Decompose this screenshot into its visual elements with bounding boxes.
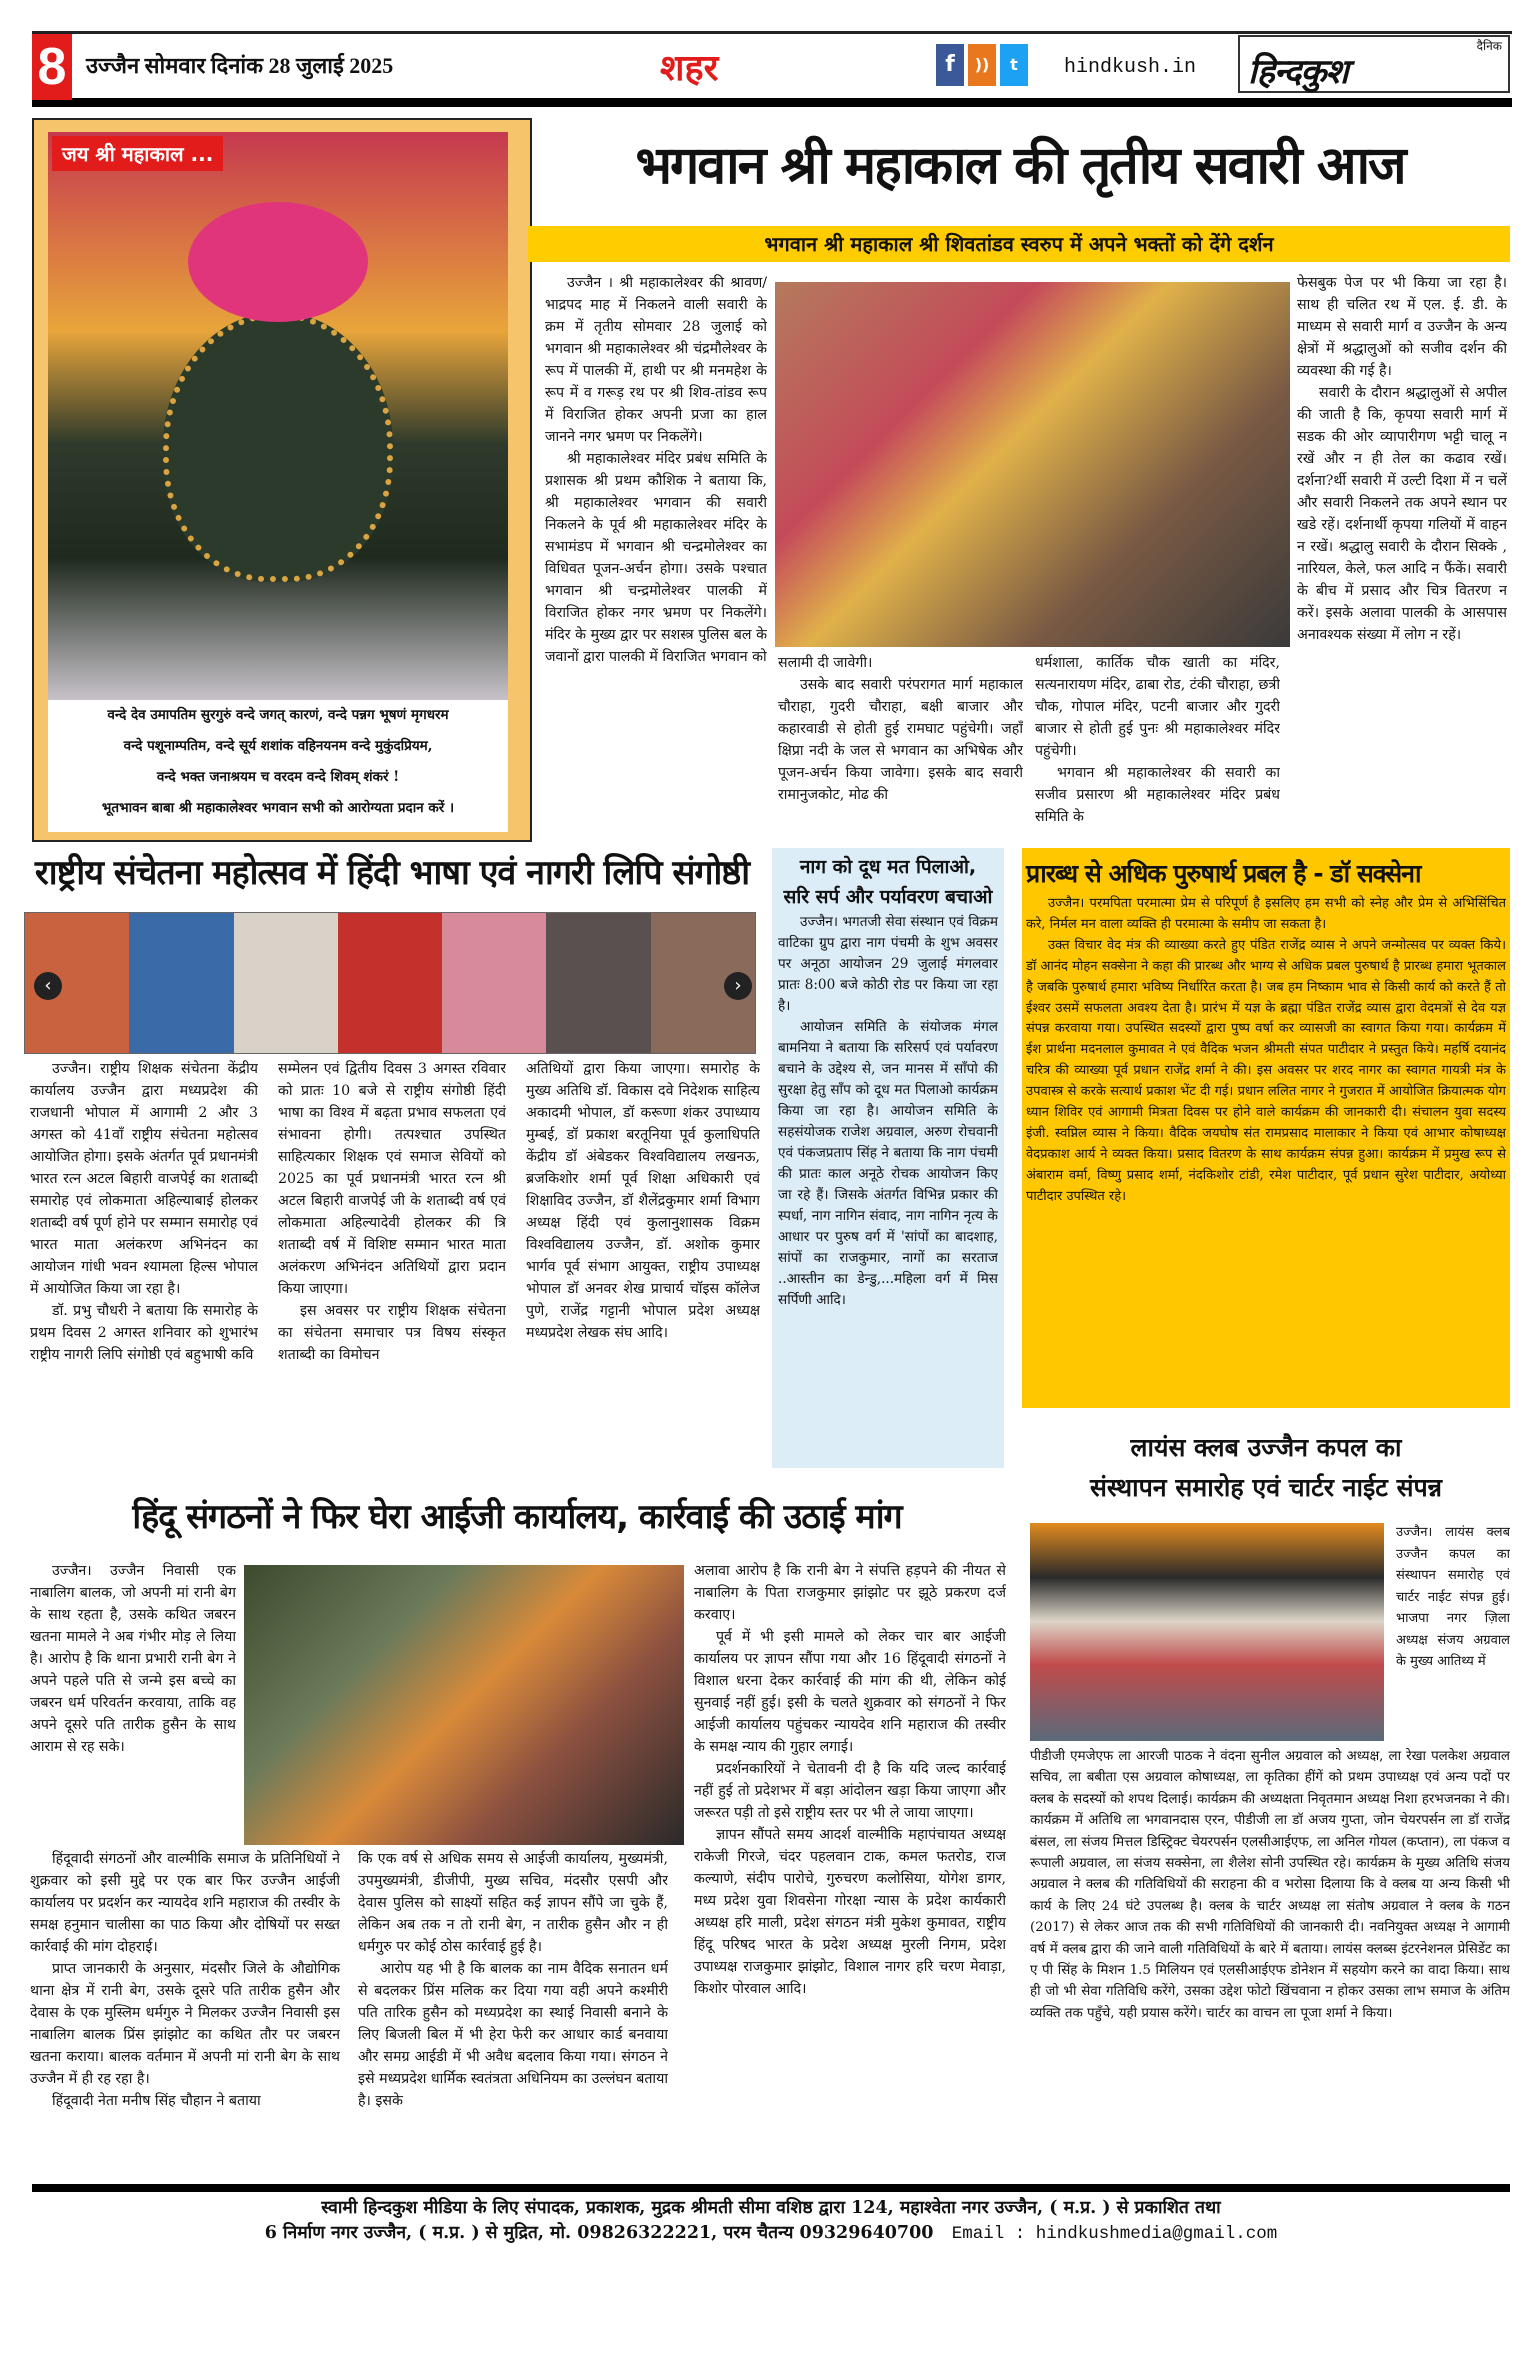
speakers-photo-strip bbox=[24, 912, 756, 1054]
paragraph: उज्जैन। परमपिता परमात्मा प्रेम से परिपूर्ण है इसलिए हम सभी को स्नेह और प्रेम से अभिसिंचित करे, निर्मल मन वाला व्यक्ति ही परमात्मा के समीप जा सकता है। bbox=[1026, 896, 1506, 932]
lions-body: पीडीजी एमजेएफ ला आरजी पाठक ने वंदना सुनील अग्रवाल को अध्यक्ष, ला रेखा पलकेश अग्रवाल सचिव, ला बबीता एस अग्रवाल कोषाध्यक्ष, ला कृतिका हींगें को प्रथम उपाध्यक्ष एवं अन्य पदों पर क्लब के सदस्यों को शपथ दिलाई। कार्यक्रम की अध्यक्षता निवृतमान अध्यक्ष निशा हरभजनका ने की। कार्यक्रम में अतिथि ला भगवानदास एरन, पीडीजी ला डॉ अजय गुप्ता, जोन चेयरपर्सन ला डॉ राजेंद्र बंसल, ला संजय मित्तल डिस्ट्रिक्ट चेयरपर्सन एलसीआईएफ, ला अनिल गोयल (कप्तान), ला पंकज व रूपाली अग्रवाल, ला संजय सक्सेना, ला शैलेश सोनी उपस्थित रहे। कार्यक्रम के मुख्य अतिथि संजय अग्रवाल ने क्लब की गतिविधियों की सराहना की व भरोसा दिलाया कि वे क्लब या अन्य किसी भी कार्य के लिए 24 घंटे उपलब्ध है। क्लब के चार्टर अध्यक्ष ला संतोष अग्रवाल ने क्लब के गठन (2017) से लेकर आज तक की सभी गतिविधियों की जानकारी दी। नवनियुक्त अध्यक्ष ने आगामी वर्ष में क्लब द्वारा की जाने वाली गतिविधियों के बारे में बताया। लायंस क्लब्स इंटरनेशनल प्रेसिडेंट का ए पी सिंह के मिशन 1.5 मिलियन एवं एलसीआईएफ डोनेशन में सहयोग करने का वादा किया। साथ ही जो भी सेवा गतिविधि करेंगे, उसका उद्देश फोटो खिंचवाना न होकर उसका लाभ समाज के अंतिम व्यक्ति तक पहुँचे, यही प्रयास करेंगे। चार्टर का वाचन ला पूजा शर्मा ने किया। bbox=[1030, 1749, 1510, 2021]
hindu-column-2 bbox=[358, 1848, 668, 2180]
paragraph: प्राप्त जानकारी के अनुसार, मंदसौर जिले के औद्योगिक थाना क्षेत्र में रानी बेग, उसके दूसरे पति तारीक हुसैन और देवास के एक मुस्लिम धर्मगुरु ने मिलकर उज्जैन निवासी इस नाबालिग बालक प्रिंस झांझोट का कथित तौर पर जबरन खतना कराया। बालक वर्तमान में अपनी मां रानी बेग के साथ उज्जैन में ही रह रहा है। bbox=[30, 1961, 340, 2087]
nag-panchami-box bbox=[772, 848, 1004, 1468]
imprint-line-1: स्वामी हिन्दकुश मीडिया के लिए संपादक, प्रकाशक, मुद्रक श्रीमती सीमा वशिष्ठ द्वारा 124, महाश्वेता नगर उज्जैन, ( म.प्र. ) से प्रकाशित तथा bbox=[321, 2198, 1221, 2218]
sanchetna-column-1 bbox=[30, 1058, 258, 1470]
sanchetna-column-2 bbox=[278, 1058, 506, 1470]
lions-side-text: उज्जैन। लायंस क्लब उज्जैन कपल का संस्थापन समारोह एवं चार्टर नाईट संपन्न हुई। भाजपा नगर ज़िला अध्यक्ष संजय अग्रवाल के मुख्य आतिथ्य में bbox=[1396, 1525, 1510, 1669]
hindu-headline: हिंदू संगठनों ने फिर घेरा आईजी कार्यालय, कार्रवाई की उठाई मांग bbox=[132, 1497, 902, 1537]
speaker-photo bbox=[442, 913, 546, 1053]
twitter-icon[interactable]: t bbox=[1000, 44, 1028, 86]
paragraph: सलामी दी जावेगी। bbox=[778, 655, 873, 671]
paragraph: उज्जैन । श्री महाकालेश्वर की श्रावण/भाद्रपद माह में निकलने वाली सवारी के क्रम में तृतीय सोमवार 28 जुलाई को भगवान श्री महाकालेश्वर श्री चंद्रमौलेश्वर के रूप में पालकी में, हाथी पर श्री मनमहेश के रूप में व गरूड़ रथ पर श्री शिव-तांडव रूप में विराजित होकर अपनी प्रजा का हाल जानने नगर भ्रमण पर निकलेंगे। bbox=[545, 275, 767, 445]
logo-tagline: दैनिक bbox=[1476, 39, 1502, 53]
paragraph: पूर्व में भी इसी मामले को लेकर चार बार आईजी कार्यालय पर ज्ञापन सौंपा गया और 16 हिंदूवादी संगठनों ने विशाल धरना देकर कार्रवाई की मांग की थी, लेकिन कोई सुनवाई नहीं हुई। इसी के चलते शुक्रवार को संगठनों ने फिर आईजी कार्यालय पहुंचकर न्यायदेव शनि महाराज की तस्वीर के समक्ष न्याय की गुहार लगाई। bbox=[694, 1629, 1006, 1755]
lead-headline: भगवान श्री महाकाल की तृतीय सवारी आज bbox=[635, 136, 1405, 196]
dateline: उज्जैन सोमवार दिनांक 28 जुलाई 2025 bbox=[86, 53, 394, 78]
newspaper-logo bbox=[1238, 35, 1510, 93]
facebook-icon[interactable]: f bbox=[936, 44, 964, 86]
paragraph: उज्जैन। राष्ट्रीय शिक्षक संचेतना केंद्रीय कार्यालय उज्जैन द्वारा मध्यप्रदेश की राजधानी भोपाल में आगामी 2 और 3 अगस्त को 41वॉं राष्ट्रीय संचेतना महोत्सव आयोजित होगा। इसके अंतर्गत पूर्व प्रधानमंत्री भारत रत्न अटल बिहारी वाजपेई का शताब्दी समारोह एवं लोकमाता अहिल्याबाई होलकर शताब्दी वर्ष पूर्ण होने पर सम्मान समारोह एवं भारत माता अलंकरण अभिनंदन का आयोजन गांधी भवन श्यामला हिल्स भोपाल में आयोजित किया जा रहा है। bbox=[30, 1061, 258, 1297]
paragraph: ज्ञापन सौंपते समय आदर्श वाल्मीकि महापंचायत अध्यक्ष राकेजी गिरजे, चंदर पहलवान टाक, कमल फतरोड, राज कल्याणे, संदीप पारोचे, गुरुचरण कलोसिया, योगेश डागर, मध्य प्रदेश युवा शिवसेना गोरक्षा न्यास के प्रदेश कार्यकारी अध्यक्ष हरि माली, प्रदेश संगठन मंत्री मुकेश कुमावत, राष्ट्रीय हिंदू परिषद भारत के प्रदेश अध्यक्ष मुरली निगम, प्रदेश उपाध्यक्ष राजकुमार झांझोट, विशाल नागर हरि चरण मेवाड़ा, किशोर पोरवाल आदि। bbox=[694, 1827, 1006, 1997]
imprint-line-2 bbox=[32, 2221, 1510, 2247]
paragraph: सम्मेलन एवं द्वितीय दिवस 3 अगस्त रविवार को प्रातः 10 बजे से राष्ट्रीय संगोष्ठी हिंदी भाषा का विश्व में बढ़ता प्रभाव सफलता एवं संभावना होगी। तत्पश्चात उपस्थित साहित्यकार शिक्षक एवं समाज सेवियों को 2025 का पूर्व प्रधानमंत्री भारत रत्न श्री अटल बिहारी वाजपेई जी के शताब्दी वर्ष एवं लोकमाता अहिल्यादेवी होलकर की त्रि शताब्दी वर्ष में विशिष्ट सम्मान भारत माता अलंकरण अभिनंदन अतिथियों द्वारा प्रदान किया जाएगा। bbox=[278, 1061, 506, 1297]
paragraph: कि एक वर्ष से अधिक समय से आईजी कार्यालय, मुख्यमंत्री, उपमुख्यमंत्री, डीजीपी, मुख्य सचिव, मंदसौर एसपी और देवास पुलिस को साक्ष्यों सहित कई ज्ञापन सौंपे जा चुके हैं, लेकिन अब तक न तो रानी बेग, न तारीक हुसैन और न ही धर्मगुरु पर कोई ठोस कार्रवाई हुई है। bbox=[358, 1851, 668, 1955]
paragraph: धर्मशाला, कार्तिक चौक खाती का मंदिर, सत्यनारायण मंदिर, ढाबा रोड, टंकी चौराहा, छत्री चौक, गोपाल मंदिर, पटनी बाजार और गुदरी बाजार से होती हुई पुनः श्री महाकालेश्वर मंदिर पहुंचेगी। bbox=[1035, 655, 1280, 759]
lions-club-photo bbox=[1030, 1523, 1384, 1741]
sanchetna-column-3 bbox=[526, 1058, 760, 1470]
lions-headline-line1: लायंस क्लब उज्जैन कपल का bbox=[1130, 1433, 1402, 1462]
nag-headline-line2: सरि सर्प और पर्यावरण बचाओ bbox=[783, 886, 993, 908]
paragraph: उज्जैन। उज्जैन निवासी एक नाबालिग बालक, जो अपनी मां रानी बेग के साथ रहता है, उसके कथित जबरन खतना मामले ने अब गंभीर मोड़ ले लिया है। आरोप है कि थाना प्रभारी रानी बेग ने अपने पहले पति से जन्मे इस बच्चे का जबरन धर्म परिवर्तन करवाया, ताकि वह अपने दूसरे पति तारीक हुसैन के साथ आराम से रह सके। bbox=[30, 1563, 236, 1755]
mantra-line: वन्दे भक्त जनाश्रयम च वरदम वन्दे शिवम् शंकरं ! bbox=[156, 769, 400, 785]
paragraph: आरोप यह भी है कि बालक का नाम वैदिक सनातन धर्म से बदलकर प्रिंस मलिक कर दिया गया वही अपने कश्मीरी पति तारिक हुसैन को मध्यप्रदेश का स्थाई निवासी बनाने के लिए बिजली बिल में भी हेरा फेरी कर आधार कार्ड बनवाया और समग्र आईडी में भी अवैध बदलाव किया गया। संगठन ने इसे मध्यप्रदेश धार्मिक स्वतंत्रता अधिनियम का उल्लंघन बताया है। इसके bbox=[358, 1961, 668, 2109]
imprint-footer bbox=[32, 2196, 1510, 2247]
paragraph: डॉ. प्रभु चौधरी ने बताया कि समारोह के प्रथम दिवस 2 अगस्त शनिवार को शुभारंभ राष्ट्रीय नागरी लिपि संगोष्ठी एवं बहुभाषी कवि bbox=[30, 1303, 258, 1363]
lingam-shape bbox=[163, 312, 393, 582]
imprint-contact: 6 निर्माण नगर उज्जैन, ( म.प्र. ) से मुद्रित, मो. 09826322221, परम चैतन्य 09329640700 bbox=[264, 2223, 934, 2243]
carousel-next-button[interactable]: › bbox=[724, 972, 752, 1000]
lead-subheadline: भगवान श्री महाकाल श्री शिवतांडव स्वरुप में अपने भक्तों को देंगे दर्शन bbox=[528, 226, 1510, 262]
speaker-photo bbox=[129, 913, 233, 1053]
mantra-line: वन्दे पशूनाम्पतिम, वन्दे सूर्य शशांक वहिनयनम वन्दे मुकुंदप्रियम, bbox=[123, 738, 433, 754]
protest-photo bbox=[244, 1565, 684, 1845]
lead-column-2 bbox=[778, 652, 1023, 842]
paragraph: इस अवसर पर राष्ट्रीय शिक्षक संचेतना का संचेतना समाचार पत्र विषय संस्कृत शताब्दी का विमोचन bbox=[278, 1303, 506, 1363]
nag-headline-line1: नाग को दूध मत पिलाओ, bbox=[799, 856, 977, 878]
paragraph: फेसबुक पेज पर भी किया जा रहा है। साथ ही चलित रथ में एल. ई. डी. के माध्यम से सवारी मार्ग व उज्जैन के अन्य क्षेत्रों में श्रद्धालुओं को सजीव दर्शन की व्यवस्था की गई है। bbox=[1297, 275, 1507, 379]
paragraph: उक्त विचार वेद मंत्र की व्याख्या करते हुए पंडित राजेंद्र व्यास ने अपने जन्मोत्सव पर व्यक्त किये। डॉ आनंद मोहन सक्सेना ने कहा की प्रारब्ध और भाग्य से अधिक प्रबल पुरुषार्थ है प्रारब्ध हमारा भूतकाल है जबकि पुरुषार्थ हमारा भविष्य निर्धारित करता है। जब हम निष्काम भाव से किसी कार्य को करते हैं तो ईश्वर उसमें सफलता अवश्य देता है। प्रारंभ में यज्ञ के ब्रह्मा पंडित राजेंद्र व्यास द्वारा वेदमत्रों से देव यज्ञ संपन्न करवाया गया। उपस्थित सदस्यों द्वारा पुष्प वर्षा कर व्यासजी का स्वागत किया गया। कार्यक्रम में ईश प्रार्थना मदनलाल कुमावत ने एवं वैदिक भजन श्रीमती संपत पाटीदार ने प्रस्तुत किये। महर्षि दयानंद चरित्र की व्याख्या पूर्व प्रधान राजेंद्र शर्मा ने की। इस अवसर पर शरद नागर का स्वागत गायत्री मंत्र के उपवास्त्र से करके सत्यार्थ प्रकाश भेंट दी गई। प्रधान ललित नागर ने गुजरात में आयोजित क्रियात्मक योग ध्यान शिविर एवं आगामी मित्रता दिवस पर होने वाले कार्यक्रम की जानकारी दी। संचालन युवा सदस्य इंजी. स्वप्निल व्यास ने किया। वैदिक जयघोष संत रामप्रसाद मालाकार ने किया एवं आभार कोषाध्यक्ष वेदप्रकाश आर्य ने व्यक्त किया। प्रसाद वितरण के साथ कार्यक्रम संपन्न हुआ। कार्यक्रम में प्रमुख रूप से अंबाराम वर्मा, विष्णु प्रसाद शर्मा, नंदकिशोर टांडी, रमेश पाटीदार, पूर्व प्रधान सुरेश पाटीदार, अयोध्या पाटीदार उपस्थित रहे। bbox=[1026, 937, 1506, 1204]
paragraph: अतिथियों द्वारा किया जाएगा। समारोह के मुख्य अतिथि डॉ. विकास दवे निदेशक साहित्य अकादमी भोपाल, डॉ करूणा शंकर उपाध्याय मुम्बई, डॉ प्रकाश बरतूनिया पूर्व कुलाधिपति केंद्रीय डॉ अंबेडकर विश्वविद्यालय लखनऊ, ब्रजकिशोर शर्मा पूर्व शिक्षा अधिकारी एवं शिक्षाविद उज्जैन, डॉ शैलेंद्रकुमार शर्मा विभाग अध्यक्ष हिंदी एवं कुलानुशासक विक्रम विश्वविद्यालय उज्जैन, डॉ. अशोक कुमार भार्गव पूर्व संभाग आयुक्त, राष्ट्रीय उपाध्यक्ष भोपाल डॉ अनवर शेख प्राचार्य चॉइस कॉलेज पुणे, राजेंद्र गट्टानी भोपाल प्रदेश अध्यक्ष मध्यप्रदेश लेखक संघ आदि। bbox=[526, 1061, 760, 1341]
section-label: शहर bbox=[660, 47, 719, 89]
flower-crown bbox=[188, 202, 368, 322]
lead-column-4 bbox=[1297, 272, 1507, 842]
mantra-caption bbox=[48, 700, 508, 832]
hindu-intro bbox=[30, 1560, 236, 1845]
saxena-headline: प्रारब्ध से अधिक पुरुषार्थ प्रबल है - डॉ सक्सेना bbox=[1026, 859, 1421, 888]
paragraph: आयोजन समिति के संयोजक मंगल बामनिया ने बताया कि सरिसर्प एवं पर्यावरण बचाने के उद्देश्य से, जन मानस में साँपो की सुरक्षा हेतु साँप को दूध मत पिलाओ कार्यक्रम किया जा रहा है। आयोजन समिति के सहसंयोजक राजेश अग्रवाल, अरुण रोचवानी एवं पंकजप्रताप सिंह ने बताया कि नाग पंचमी की प्रातः काल अनूठे रोचक आयोजन किए जा रहे हैं। जिसके अंतर्गत विभिन्न प्रकार की स्पर्धा, नाग नागिन संवाद, नाग नागिन नृत्य के आधार पर पुरुष वर्ग में 'सांपों का बादशाह, सांपों का राजकुमार, नागों का सरताज ..आस्तीन का डेन्डु,...महिला वर्ग में मिस सर्पिणी आदि। bbox=[778, 1019, 998, 1308]
speaker-photo bbox=[338, 913, 442, 1053]
lions-headline bbox=[1022, 1428, 1510, 1508]
rss-icon[interactable]: )) bbox=[968, 44, 996, 86]
saxena-body bbox=[1026, 894, 1506, 1396]
hindu-column-1 bbox=[30, 1848, 340, 2180]
paragraph: हिंदूवादी संगठनों और वाल्मीकि समाज के प्रतिनिधियों ने शुक्रवार को इसी मुद्दे पर एक बार फिर उज्जैन आईजी कार्यालय पर प्रदर्शन कर न्यायदेव शनि महाराज की तस्वीर के समक्ष हनुमान चालीसा का पाठ किया और दोषियों पर सख्त कार्रवाई की मांग दोहराई। bbox=[30, 1851, 340, 1955]
saxena-box bbox=[1022, 848, 1510, 1408]
speaker-photo bbox=[546, 913, 650, 1053]
page-number: 8 bbox=[32, 34, 72, 100]
lions-headline-line2: संस्थापन समारोह एवं चार्टर नाईट संपन्न bbox=[1090, 1473, 1442, 1502]
sanchetna-headline: राष्ट्रीय संचेतना महोत्सव में हिंदी भाषा एवं नागरी लिपि संगोष्ठी bbox=[34, 853, 750, 893]
procession-photo bbox=[775, 282, 1290, 647]
mantra-line: वन्दे देव उमापतिम सुरगुरुं वन्दे जगत् कारणं, वन्दे पन्नग भूषणं मृगधरम bbox=[107, 707, 449, 723]
hindu-column-3 bbox=[694, 1560, 1006, 2180]
paragraph: उज्जैन। भगतजी सेवा संस्थान एवं विक्रम वाटिका ग्रुप द्वारा नाग पंचमी के शुभ अवसर पर अनूठा आयोजन 29 जुलाई मंगलवार प्रातः 8:00 बजे कोठी रोड पर किया जा रहा है। bbox=[778, 914, 998, 1014]
speaker-photo bbox=[234, 913, 338, 1053]
carousel-prev-button[interactable]: ‹ bbox=[34, 972, 62, 1000]
mahakal-photo bbox=[48, 132, 508, 700]
logo-text: हिन्दकुश bbox=[1248, 52, 1348, 92]
lead-column-3 bbox=[1035, 652, 1280, 842]
website-link[interactable]: hindkush.in bbox=[1064, 56, 1197, 79]
nag-body bbox=[778, 912, 998, 1464]
paragraph: अलावा आरोप है कि रानी बेग ने संपत्ति हड़पने की नीयत से नाबालिग के पिता राजकुमार झांझोट पर झूठे प्रकरण दर्ज करवाए। bbox=[694, 1563, 1006, 1623]
imprint-email[interactable]: Email : hindkushmedia@gmail.com bbox=[951, 2224, 1278, 2244]
photo-tag: जय श्री महाकाल ... bbox=[52, 136, 223, 171]
footer-rule bbox=[32, 2184, 1510, 2192]
paragraph: उसके बाद सवारी परंपरागत मार्ग महाकाल चौराहा, गुदरी चौराहा, बक्षी बाजार और कहारवाडी से होती हुई रामघाट पहुंचेगी। जहॉं क्षिप्रा नदी के जल से भगवान का अभिषेक और पूजन-अर्चन किया जावेगा। इसके बाद सवारी रामानुजकोट, मोढ की bbox=[778, 677, 1023, 803]
paragraph: भगवान श्री महाकालेश्वर की सवारी का सजीव प्रसारण श्री महाकालेश्वर मंदिर प्रबंध समिति के bbox=[1035, 765, 1280, 825]
lead-column-1 bbox=[545, 272, 767, 842]
paragraph: श्री महाकालेश्वर मंदिर प्रबंध समिति के प्रशासक श्री प्रथम कौशिक ने बताया कि, श्री महाकालेश्वर भगवान की सवारी निकलने के पूर्व श्री महाकालेश्वर मंदिर के सभामंडप में भगवान श्री चन्द्रमोलेश्वर का विधिवत पूजन-अर्चन होगा। उसके पश्चात भगवान श्री चन्द्रमोलेश्वर पालकी में विराजित होकर नगर भ्रमण पर निकलेंगे। मंदिर के मुख्य द्वार पर सशस्त्र पुलिस बल के जवानों द्वारा पालकी में विराजित भगवान को bbox=[545, 451, 767, 665]
paragraph: प्रदर्शनकारियों ने चेतावनी दी है कि यदि जल्द कार्रवाई नहीं हुई तो प्रदेशभर में बड़ा आंदोलन खड़ा किया जाएगा और जरूरत पड़ी तो इसे राष्ट्रीय स्तर पर भी ले जाया जाएगा। bbox=[694, 1761, 1006, 1821]
mantra-line: भूतभावन बाबा श्री महाकालेश्वर भगवान सभी को आरोग्यता प्रदान करें । bbox=[101, 800, 455, 816]
paragraph: सवारी के दौरान श्रद्धालुओं से अपील की जाती है कि, कृपया सवारी मार्ग में सडक की ओर व्यापारीगण भट्टी चालू न रखें और न ही तेल का कढाव रखें। दर्शना?र्थी सवारी में उल्टी दिशा में न चलें और सवारी निकलने तक अपने स्थान पर खडे रहें। दर्शनार्थी कृपया गलियों में वाहन न रखें। श्रद्धालु सवारी के दौरान सिक्के , नारियल, केले, फल आदि न फैंकें। सवारी के बीच में प्रसाद और चित्र वितरण न करें। इसके अलावा पालकी के आसपास अनावश्यक संख्या में लोग न रहें। bbox=[1297, 385, 1507, 643]
paragraph: हिंदूवादी नेता मनीष सिंह चौहान ने बताया bbox=[52, 2093, 261, 2109]
